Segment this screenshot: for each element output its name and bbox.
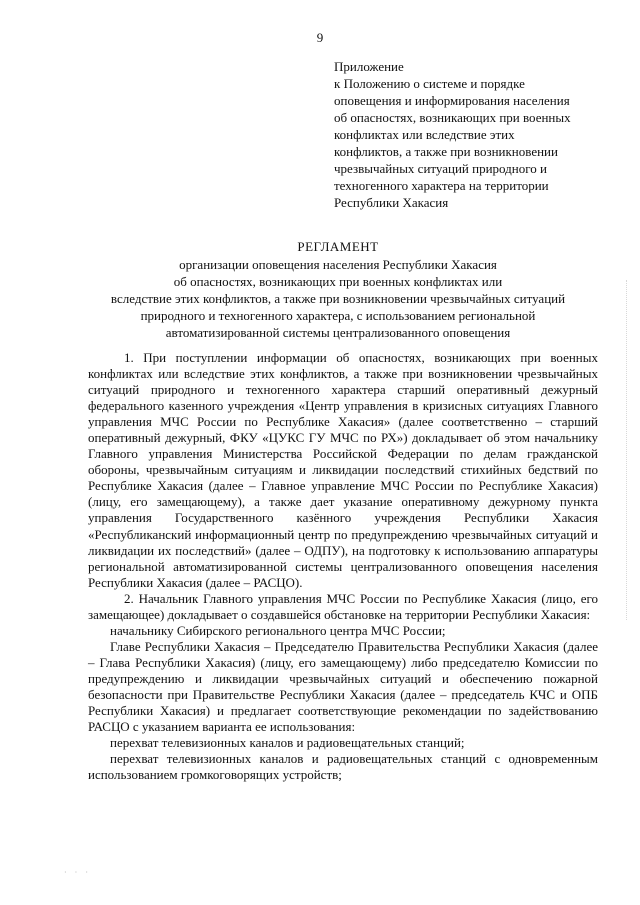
appendix-line: Приложение xyxy=(334,59,404,74)
appendix-line: Республики Хакасия xyxy=(334,195,449,210)
document-body xyxy=(88,350,598,783)
appendix-line: конфликтов, а также при возникновении xyxy=(334,144,558,159)
paragraph-head-of-republic: Главе Республики Хакасия – Председателю Правительства Республики Хакасия (далее – Глава Республики Хакасия) (лицу, его замещающему) либо председателю Комиссии по предупреждению и ликвидации чрезвычайных ситуаций и обеспечению пожарной безопасности при Правительстве Республики Хакасия (далее – председатель КЧС и ОПБ Республики Хакасия) и предлагает соответствующие рекомендации по задействованию РАСЦО с указанием варианта ее использования: xyxy=(88,638,598,735)
list-item: перехват телевизионных каналов и радиовещательных станций; xyxy=(110,735,465,751)
page-number: 9 xyxy=(316,30,324,45)
paragraph-2: 2. Начальник Главного управления МЧС России по Республике Хакасия (лицо, его замещающее) докладывает о создавшейся обстановке на территории Республики Хакасия: xyxy=(88,590,598,622)
appendix-line: об опасностях, возникающих при военных xyxy=(334,110,571,125)
appendix-line: чрезвычайных ситуаций природного и xyxy=(334,161,547,176)
appendix-line: конфликтах или вследствие этих xyxy=(334,127,515,142)
title-line: природного и техногенного характера, с использованием региональной xyxy=(140,308,536,323)
title-line: об опасностях, возникающих при военных конфликтах или xyxy=(173,274,503,289)
scan-edge-artifact xyxy=(626,280,629,620)
document-title: РЕГЛАМЕНТ xyxy=(297,239,379,254)
appendix-block xyxy=(334,58,594,211)
appendix-line: оповещения и информирования населения xyxy=(334,93,570,108)
appendix-line: техногенного характера на территории xyxy=(334,178,549,193)
paragraph-1: 1. При поступлении информации об опасностях, возникающих при военных конфликтах или вследствие этих конфликтов, а также при возникновении чрезвычайных ситуаций природного и техногенного характера старший оперативный дежурный федерального казенного учреждения «Центр управления в кризисных ситуациях Главного управления МЧС России по Республике Хакасия» (далее соответственно – старший оперативный дежурный, ФКУ «ЦУКС ГУ МЧС по РХ») докладывает об этом начальнику Главного управления Министерства Российской Федерации по делам гражданской обороны, чрезвычайным ситуациям и ликвидации последствий стихийных бедствий по Республике Хакасия (далее – Главное управление МЧС России по Республике Хакасия) (лицу, его замещающему), а также дает указание оперативному дежурному пункта управления Государственного казённого учреждения Республики Хакасия «Республиканский информационный центр по предупреждению чрезвычайных ситуаций и ликвидации их последствий» (далее – ОДПУ), на подготовку к использованию аппаратуры региональной автоматизированной системы централизованного оповещения населения Республики Хакасия (далее – РАСЦО). xyxy=(88,350,598,590)
title-line: вследствие этих конфликтов, а также при возникновении чрезвычайных ситуаций xyxy=(110,291,566,306)
list-item: перехват телевизионных каналов и радиовещательных станций с одновременным использованием громкоговорящих устройств; xyxy=(88,751,598,783)
appendix-line: к Положению о системе и порядке xyxy=(334,76,525,91)
document-title-block xyxy=(78,238,598,341)
title-line: автоматизированной системы централизованного оповещения xyxy=(165,325,511,340)
list-item: начальнику Сибирского регионального центра МЧС России; xyxy=(110,622,446,638)
scan-speck: · · · xyxy=(64,868,91,877)
title-line: организации оповещения населения Республики Хакасия xyxy=(179,257,497,272)
